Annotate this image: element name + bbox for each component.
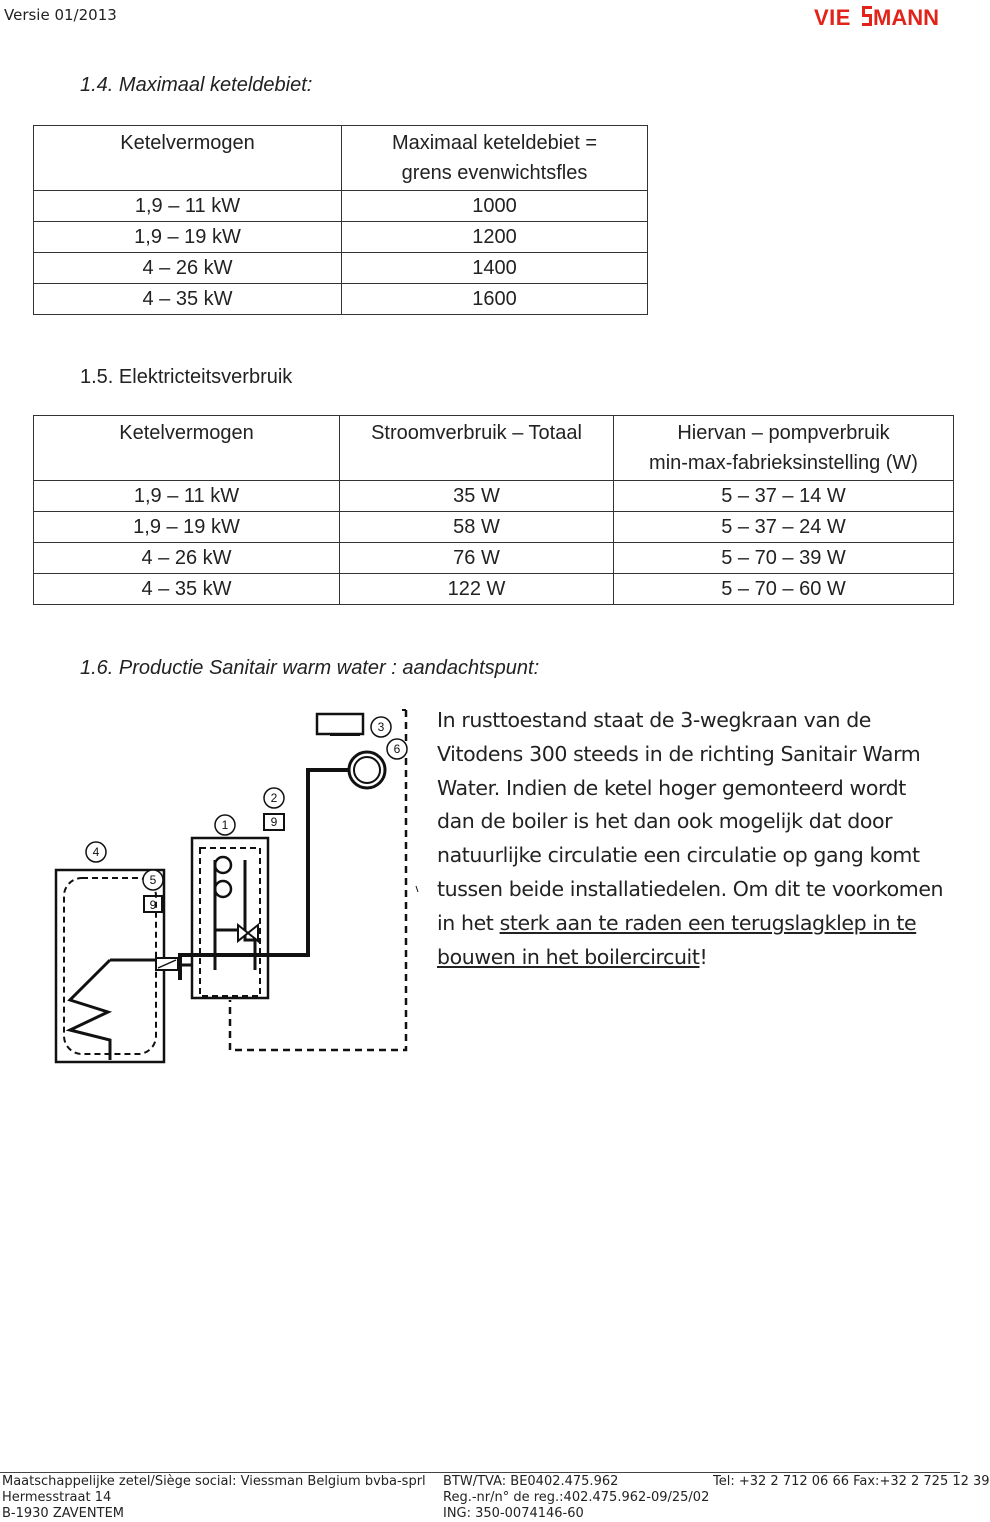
table-cell: 1000 [342,191,648,222]
elektriciteitsverbruik-table [33,415,954,605]
table-cell: 1,9 – 11 kW [34,481,340,512]
table-row [34,543,954,574]
footer-line: BTW/TVA: BE0402.475.962 [443,1474,619,1489]
footer-line: Maatschappelijke zetel/Siège social: Viessman Belgium bvba-sprl [2,1474,426,1489]
table-cell: 76 W [340,543,614,574]
footer-line: ING: 350-0074146-60 [443,1506,584,1521]
footer-address [2,1474,426,1522]
svg-text:MANN: MANN [873,5,939,30]
header-line: Maximaal keteldebiet = [391,132,598,154]
section-title-elektriciteit: 1.5. Elektricteitsverbruik [80,366,293,388]
table-cell: 4 – 35 kW [34,284,342,315]
table-row [34,253,648,284]
table-cell: 1600 [342,284,648,315]
diagram-label: 1 [221,818,229,832]
diagram-label: 9 [270,815,278,829]
table-cell: 1,9 – 19 kW [34,512,340,543]
paragraph-end: ! [699,944,708,969]
svg-text:VIE: VIE [814,5,851,30]
section-title-max-keteldebiet: 1.4. Maximaal keteldebiet: [80,74,313,96]
hydraulic-diagram [40,700,425,1070]
header-line: grens evenwichtsfles [401,162,588,184]
footer-line: Hermesstraat 14 [2,1490,112,1505]
table-cell: 122 W [340,574,614,605]
paragraph-underlined-text: sterk aan te raden een terugslagklep in te bouwen in het boilercircuit [437,910,917,969]
table-cell: 1200 [342,222,648,253]
max-keteldebiet-table [33,125,648,315]
table-row [34,191,648,222]
table-header [342,126,648,191]
table-header: Stroomverbruik – Totaal [340,416,614,481]
footer-contact [713,1474,990,1490]
table-header: Ketelvermogen [34,126,342,191]
table-cell: 4 – 26 kW [34,253,342,284]
table-cell: 4 – 35 kW [34,574,340,605]
viessmann-logo [812,2,952,30]
footer-divider [0,1472,960,1473]
sanitair-paragraph [437,704,947,974]
table-cell: 4 – 26 kW [34,543,340,574]
table-cell: 5 – 37 – 14 W [614,481,954,512]
table-row [34,481,954,512]
footer-registration [443,1474,709,1522]
table-row [34,512,954,543]
table-cell: 1,9 – 11 kW [34,191,342,222]
footer-line: Reg.-nr/n° de reg.:402.475.962-09/25/02 [443,1490,710,1505]
table-header [614,416,954,481]
paragraph-text: In rusttoestand staat de 3-wegkraan van de Vitodens 300 steeds in de richting Sanitair Warm Water. Indien de ketel hoger gemonteerd wordt dan de boiler is het dan ook mogelijk dat door natuurlijke circulatie een circulatie op gang komt tussen beide installatiedelen. Om dit te voorkomen in het [437,708,944,935]
version-label: Versie 01/2013 [4,6,117,24]
table-header: Ketelvermogen [34,416,340,481]
diagram-label: 6 [393,742,401,756]
table-cell: 1,9 – 19 kW [34,222,342,253]
table-row [34,574,954,605]
table-cell: 35 W [340,481,614,512]
table-row [34,284,648,315]
header-line: min-max-fabrieksinstelling (W) [649,452,918,474]
footer-line: Tel: +32 2 712 06 66 Fax:+32 2 725 12 39 [713,1474,990,1489]
table-cell: 1400 [342,253,648,284]
table-cell: 5 – 37 – 24 W [614,512,954,543]
section-title-sanitair: 1.6. Productie Sanitair warm water : aandachtspunt: [80,657,540,679]
diagram-label: 5 [149,873,157,887]
diagram-label: 9 [149,898,157,912]
table-cell: 58 W [340,512,614,543]
footer-line: B-1930 ZAVENTEM [2,1506,124,1521]
header-line: Hiervan – pompverbruik [677,422,890,444]
diagram-label: 4 [92,845,100,859]
table-cell: 5 – 70 – 39 W [614,543,954,574]
diagram-label: 2 [270,791,278,805]
table-row [34,222,648,253]
diagram-label: 3 [377,720,385,734]
table-cell: 5 – 70 – 60 W [614,574,954,605]
